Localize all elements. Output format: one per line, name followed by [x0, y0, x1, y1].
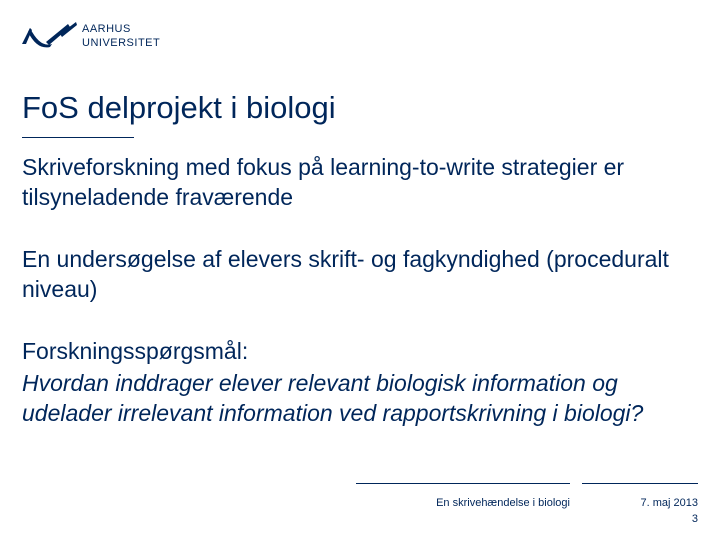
paragraph-study-description: En undersøgelse af elevers skrift- og fagkyndighed (proceduralt niveau) — [22, 246, 669, 302]
research-question: Hvordan inddrager elever relevant biologisk information og udelader irrelevant information ved rapportskrivning i biologi? — [22, 370, 644, 426]
logo-line-2: UNIVERSITET — [82, 37, 161, 49]
slide-title: FoS delprojekt i biologi — [22, 90, 336, 125]
paragraph-research-gap: Skriveforskning med fokus på learning-to-write strategier er tilsyneladende fraværende — [22, 154, 625, 210]
footer-date: 7. maj 2013 — [640, 497, 698, 509]
footer-divider-title — [356, 483, 570, 484]
aarhus-university-logo-icon — [20, 20, 80, 50]
footer-presentation-title: En skrivehændelse i biologi — [436, 497, 570, 509]
logo-line-1: AARHUS — [82, 23, 131, 35]
page-number: 3 — [691, 513, 698, 525]
research-question-label: Forskningsspørgsmål: — [22, 338, 249, 364]
logo-wordmark — [82, 22, 160, 50]
footer-divider-date — [582, 483, 698, 484]
title-underline — [22, 137, 134, 138]
